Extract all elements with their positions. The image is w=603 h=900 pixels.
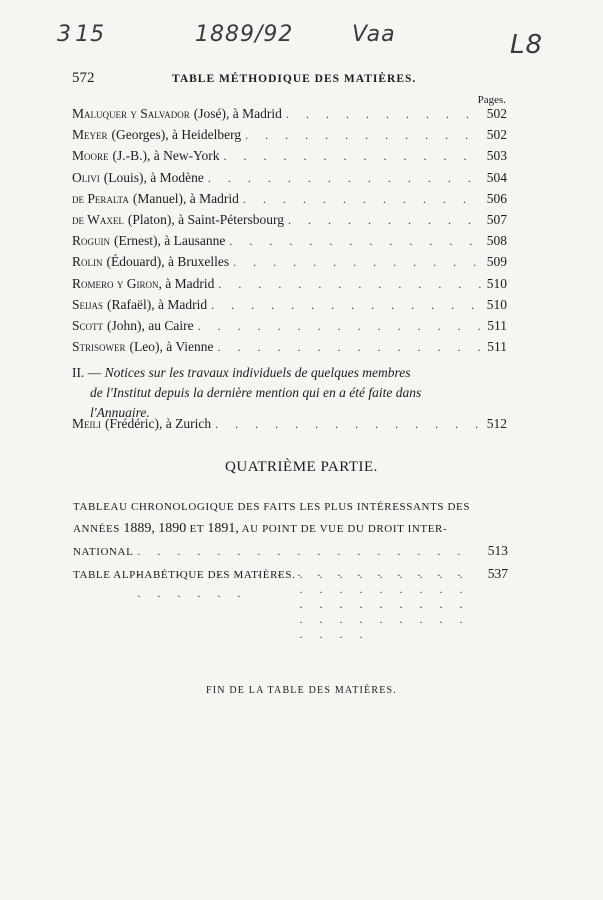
chrono-text: AU POINT DE VUE DU DROIT INTER- (241, 523, 448, 535)
end-note: FIN DE LA TABLE DES MATIÈRES. (205, 685, 398, 696)
note-line: de l'Institut depuis la dernière mention qui en a été faite dans (90, 385, 422, 400)
toc-entry (72, 416, 507, 437)
note-numeral: II. — (72, 365, 102, 380)
entry-page: 510 (486, 275, 507, 291)
entry-detail: (Leo), à Vienne (129, 339, 214, 355)
entry-detail: (John), au Caire (107, 317, 194, 333)
toc-entry (72, 254, 507, 275)
dot-leader (286, 107, 483, 122)
entry-page: 512 (486, 416, 507, 431)
entry-page: 503 (486, 148, 507, 164)
toc-entry-list (72, 106, 507, 360)
entry-name: Maluquer y Salvador (72, 106, 190, 121)
note-line: l'Annuaire. (90, 405, 150, 420)
chrono-year: 1891, (207, 521, 239, 536)
entry-name: Romero y Giron (72, 275, 159, 291)
entry-page: 509 (486, 254, 507, 270)
entry-page: 504 (486, 169, 507, 185)
entry-detail: (Édouard), à Bruxelles (106, 254, 230, 270)
toc-entry (72, 212, 507, 233)
note-line (72, 363, 512, 383)
chrono-text: ANNÉES (73, 523, 120, 535)
page-number: 572 (72, 70, 95, 86)
entry-detail: (Platon), à Saint-Pétersbourg (127, 211, 284, 227)
entry-detail: (Ernest), à Lausanne (114, 233, 226, 249)
dot-leader (218, 340, 484, 355)
entry-page: 508 (486, 233, 507, 249)
entry-page: 510 (486, 296, 507, 312)
toc-entry (72, 170, 507, 191)
entry-name: Olivi (72, 169, 100, 185)
chrono-year: 1889, (123, 521, 155, 536)
handwritten-annotation: 1889/92 (195, 22, 294, 47)
chrono-text: ET (189, 523, 205, 535)
chrono-year: 1890 (158, 521, 187, 536)
dot-leader (233, 255, 483, 270)
toc-entry (72, 127, 507, 148)
handwritten-annotation: L8 (510, 30, 544, 60)
dot-leader (243, 192, 483, 207)
dot-leader (288, 213, 483, 228)
toc-entry (72, 276, 507, 297)
toc-entry (72, 191, 507, 212)
toc-entry (72, 233, 507, 254)
entry-name: Roguin (72, 233, 110, 249)
entry-name: de Waxel (72, 211, 124, 227)
dot-leader (198, 319, 484, 334)
entry-name: de Peralta (72, 190, 129, 206)
dot-leader (229, 234, 482, 249)
dot-leader (218, 277, 482, 292)
entry-name: Moore (72, 148, 109, 164)
chrono-line: TABLEAU CHRONOLOGIQUE DES FAITS LES PLUS INTÉRESSANTS DES (73, 501, 471, 513)
dot-leader (299, 567, 483, 642)
running-title: TABLE MÉTHODIQUE DES MATIÈRES. (172, 73, 417, 85)
entry-page: 507 (486, 211, 507, 227)
entry-detail: (Manuel), à Madrid (132, 190, 239, 206)
entry-name: Meili (72, 416, 101, 431)
pages-column-label: Pages. (477, 94, 506, 106)
entry-detail: , à Madrid (158, 275, 215, 291)
handwritten-annotation: Vaa (352, 22, 396, 47)
chrono-text: NATIONAL (73, 546, 134, 558)
entry-detail: (J.-B.), à New-York (112, 148, 220, 164)
entry-page: 511 (487, 339, 507, 355)
entry-detail: (José), à Madrid (193, 106, 282, 121)
toc-entry (72, 318, 507, 339)
toc-entry (72, 106, 507, 127)
entry-page: 502 (486, 106, 507, 121)
entry-name: Meyer (72, 127, 108, 143)
entry-detail: (Rafaël), à Madrid (107, 296, 208, 312)
dot-leader (211, 298, 483, 313)
note-text: Notices sur les travaux individuels de quelques membres (104, 365, 411, 380)
toc-entry (72, 297, 507, 318)
entry-name: Strisower (72, 339, 126, 355)
page-header (72, 70, 508, 87)
entry-detail: (Louis), à Modène (103, 169, 204, 185)
handwritten-annotation: 3 15 (57, 22, 106, 47)
dot-leader (245, 128, 483, 143)
section-heading: QUATRIÈME PARTIE. (225, 459, 378, 475)
section-note (72, 363, 512, 423)
entry-detail: (Georges), à Heidelberg (111, 127, 242, 143)
entry-page: 513 (487, 543, 508, 558)
chrono-line (73, 518, 508, 540)
toc-entry (72, 148, 507, 169)
entry-page: 502 (486, 127, 507, 143)
dot-leader (208, 171, 483, 186)
entry-page: 511 (487, 317, 507, 333)
entry-name: Rolin (72, 254, 103, 270)
entry-name: Scott (72, 317, 104, 333)
entry-page: 537 (487, 566, 508, 581)
entry-name: Seijas (72, 296, 104, 312)
alphabetical-table-entry (73, 566, 508, 642)
dot-leader (215, 417, 483, 432)
entry-detail: (Frédéric), à Zurich (105, 416, 212, 431)
entry-page: 506 (486, 190, 507, 206)
alpha-label: TABLE ALPHABÉTIQUE DES MATIÈRES. (73, 569, 296, 581)
toc-entry (72, 339, 507, 360)
dot-leader (224, 149, 483, 164)
